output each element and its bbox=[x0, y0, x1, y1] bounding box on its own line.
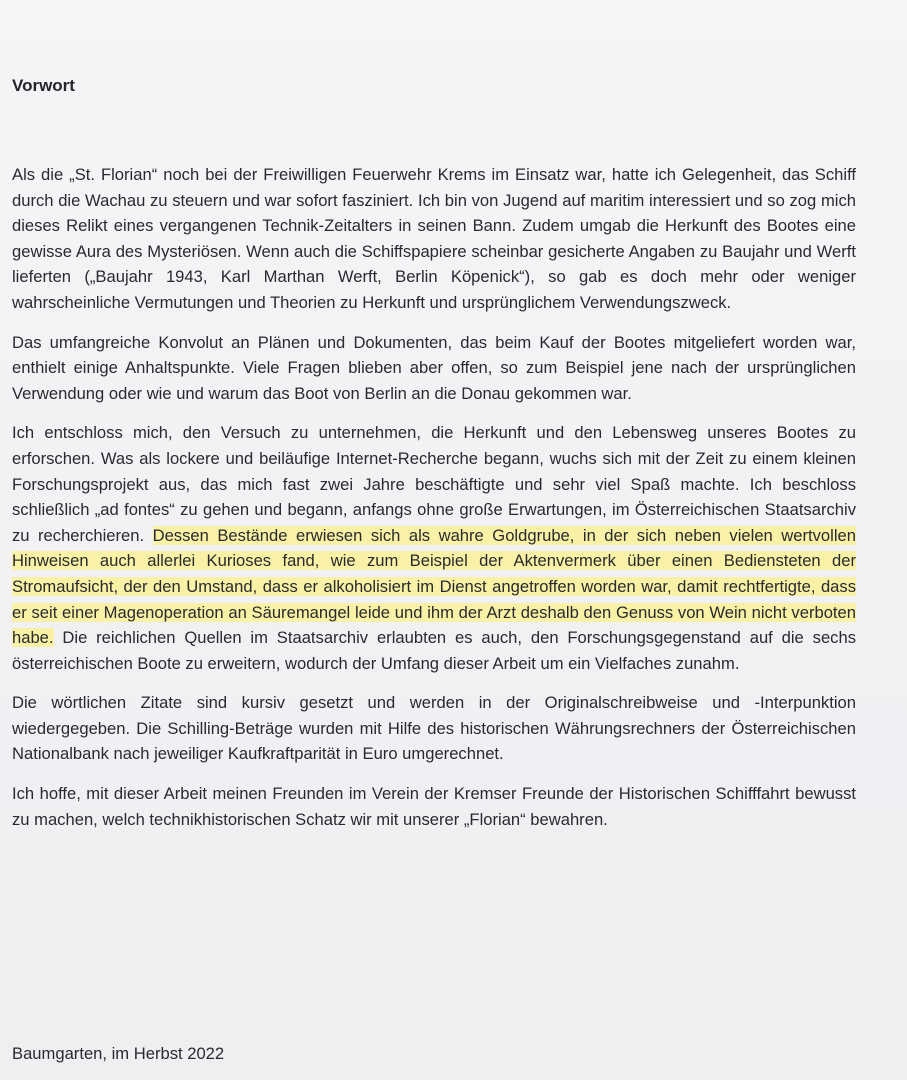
paragraph-2-text: Das umfangreiche Konvolut an Plänen und Dokumenten, das beim Kauf der Bootes mitgeliefert worden war, enthielt einige Anhaltspunkte. Viele Fragen blieben aber offen, so zum Beispiel jene nach der ursprünglichen Verwendung oder wie und warum das Boot von Berlin an die Donau gekommen war. bbox=[12, 332, 856, 403]
paragraph-2 bbox=[12, 330, 856, 407]
body-text bbox=[12, 162, 856, 846]
paragraph-4 bbox=[12, 690, 856, 767]
highlighted-passage: Dessen Bestände erwiesen sich als wahre Goldgrube, in der sich neben vielen wertvollen Hinweisen auch allerlei Kurioses fand, wie zum Beispiel der Aktenvermerk über einen Bediensteten der Stromaufsicht, der den Umstand, dass er alkoholisiert im Dienst angetroffen worden war, damit rechtfertigte, dass er seit einer Magenoperation an Säuremangel leide und ihm der Arzt deshalb den Genuss von Wein nicht verboten habe. bbox=[12, 525, 856, 648]
signature-line: Baumgarten, im Herbst 2022 bbox=[12, 1044, 225, 1063]
paragraph-1 bbox=[12, 162, 856, 316]
paragraph-3-text-after: Die reichlichen Quellen im Staatsarchiv erlaubten es auch, den Forschungsgegenstand auf die sechs österreichischen Boote zu erweitern, wodurch der Umfang dieser Arbeit um ein Vielfaches zunahm. bbox=[12, 628, 856, 673]
paragraph-3-text: Ich entschloss mich, den Versuch zu unternehmen, die Herkunft und den Lebensweg unseres Bootes zu erforschen. Was als lockere und beiläufige Internet-Recherche begann, wuchs sich mit der Zeit zu einem kleinen Forschungsprojekt aus, das mich fast zwei Jahre beschäftigte und sehr viel Spaß machte. Ich beschloss schließlich „ad fontes“ zu gehen und begann, anfangs ohne große Erwartungen, im Österreichischen Staatsarchiv zu recherchieren. bbox=[12, 423, 856, 545]
page-title: Vorwort bbox=[12, 76, 75, 95]
paragraph-3 bbox=[12, 420, 856, 676]
paragraph-1-text: Als die „St. Florian“ noch bei der Freiwilligen Feuerwehr Krems im Einsatz war, hatte ich Gelegenheit, das Schiff durch die Wachau zu steuern und war sofort fasziniert. Ich bin von Jugend auf maritim interessiert und so zog mich dieses Relikt eines vergangenen Technik-Zeitalters in seinen Bann. Zudem umgab die Herkunft des Bootes eine gewisse Aura des Mysteriösen. Wenn auch die Schiffspapiere scheinbar gesicherte Angaben zu Baujahr und Werft lieferten („Baujahr 1943, Karl Marthan Werft, Berlin Köpenick“), so gab es doch mehr oder weniger wahrscheinliche Vermutungen und Theorien zu Herkunft und ursprünglichem Verwendungszweck. bbox=[12, 165, 856, 312]
paragraph-5 bbox=[12, 781, 856, 832]
paragraph-5-text: Ich hoffe, mit dieser Arbeit meinen Freunden im Verein der Kremser Freunde der Historischen Schifffahrt bewusst zu machen, welch technikhistorischen Schatz wir mit unserer „Florian“ bewahren. bbox=[12, 784, 856, 829]
paragraph-4-text: Die wörtlichen Zitate sind kursiv gesetzt und werden in der Originalschreibweise und -Interpunktion wiedergegeben. Die Schilling-Beträge wurden mit Hilfe des historischen Währungsrechners der Österreichischen Nationalbank nach jeweiliger Kaufkraftparität in Euro umgerechnet. bbox=[12, 693, 856, 764]
